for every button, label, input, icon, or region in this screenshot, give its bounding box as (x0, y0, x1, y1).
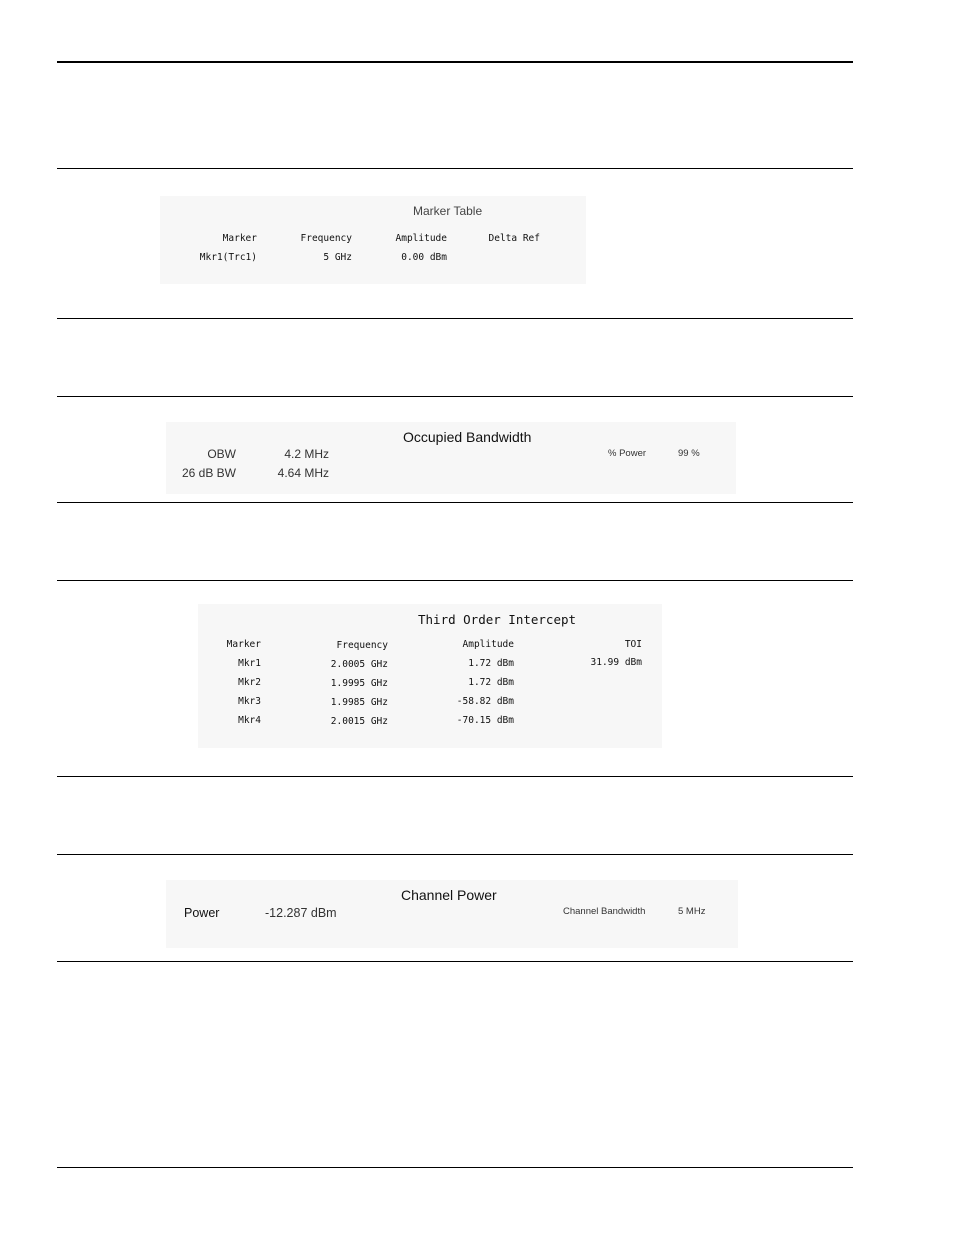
third-order-intercept-panel (198, 604, 662, 748)
marker-table-header-amplitude: Amplitude (395, 233, 447, 244)
channel-bandwidth-label: Channel Bandwidth (563, 906, 646, 917)
table-row-frequency: 1.9995 GHz (330, 678, 388, 689)
toi-header-marker: Marker (226, 639, 261, 650)
marker-table-cell-amplitude: 0.00 dBm (401, 252, 447, 263)
table-row-frequency: 2.0005 GHz (330, 659, 388, 670)
channel-power-title: Channel Power (401, 887, 497, 903)
section-divider (57, 168, 853, 169)
marker-table-header-marker: Marker (222, 233, 257, 244)
section-divider (57, 854, 853, 855)
marker-table-header-delta-ref: Delta Ref (488, 233, 540, 244)
toi-header-frequency: Frequency (336, 640, 388, 651)
marker-table-panel (160, 196, 586, 284)
table-row-frequency: 2.0015 GHz (330, 716, 388, 727)
section-divider (57, 961, 853, 962)
channel-bandwidth-value: 5 MHz (678, 906, 706, 917)
table-row-marker: Mkr3 (238, 696, 261, 707)
top-rule (57, 61, 853, 63)
obw-label: OBW (207, 447, 236, 461)
table-row-amplitude: 1.72 dBm (468, 677, 514, 688)
obw-value: 4.2 MHz (284, 447, 329, 461)
bw26-label: 26 dB BW (181, 466, 236, 480)
section-divider (57, 396, 853, 397)
section-divider (57, 776, 853, 777)
table-row-marker: Mkr2 (238, 677, 261, 688)
occupied-bandwidth-title: Occupied Bandwidth (403, 429, 532, 445)
toi-header-toi: TOI (624, 639, 642, 650)
bottom-rule (57, 1167, 853, 1168)
section-divider (57, 580, 853, 581)
channel-power-label: Power (184, 906, 220, 920)
toi-header-amplitude: Amplitude (462, 639, 514, 650)
percent-power-label: % Power (608, 448, 647, 459)
table-row-marker: Mkr4 (238, 715, 261, 726)
table-row-amplitude: -70.15 dBm (456, 715, 514, 726)
table-row-toi: 31.99 dBm (590, 657, 642, 668)
occupied-bandwidth-panel (166, 422, 736, 494)
marker-table-cell-frequency: 5 GHz (323, 252, 352, 263)
section-divider (57, 318, 853, 319)
marker-table-title: Marker Table (413, 204, 483, 218)
marker-table-header-frequency: Frequency (300, 233, 352, 244)
channel-power-panel (166, 880, 738, 948)
table-row-marker: Mkr1 (238, 658, 261, 669)
table-row-frequency: 1.9985 GHz (330, 697, 388, 708)
bw26-value: 4.64 MHz (277, 466, 329, 480)
table-row-amplitude: 1.72 dBm (468, 658, 514, 669)
marker-table-cell-marker: Mkr1(Trc1) (199, 252, 257, 263)
toi-title: Third Order Intercept (418, 612, 577, 627)
table-row-amplitude: -58.82 dBm (456, 696, 514, 707)
percent-power-value: 99 % (678, 448, 700, 459)
channel-power-value: -12.287 dBm (265, 906, 337, 920)
section-divider (57, 502, 853, 503)
